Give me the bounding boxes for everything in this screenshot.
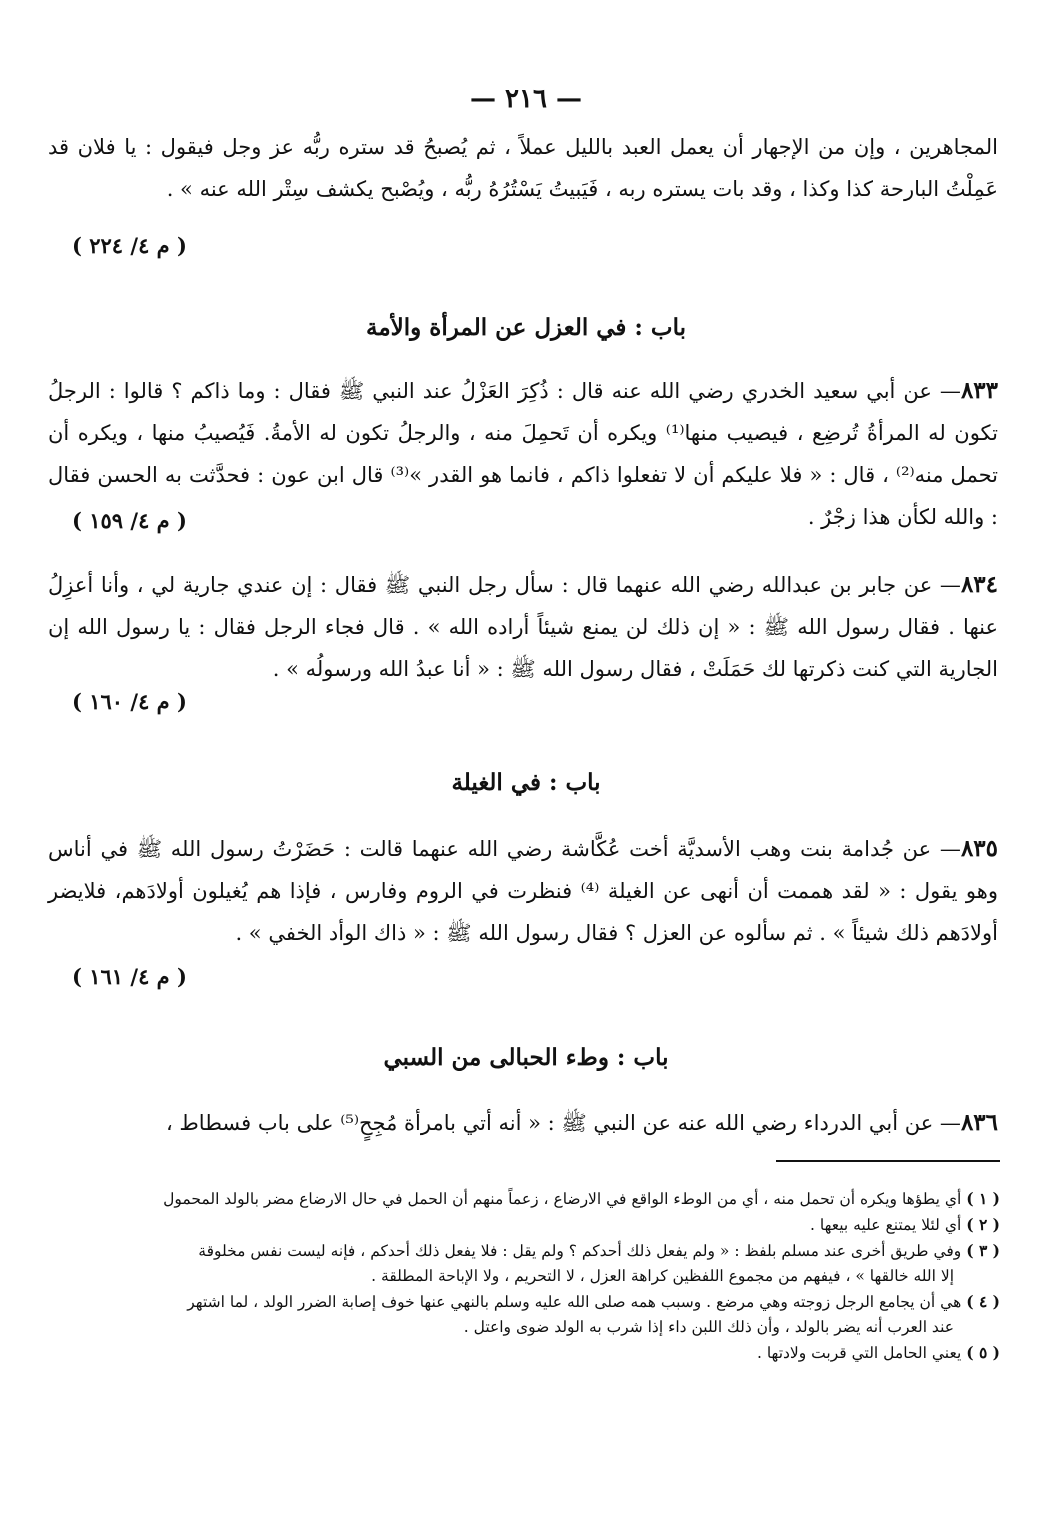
footnote-2: ( ٢ ) أي لئلا يمتنع عليه بيعها . xyxy=(810,1215,1000,1234)
hadith-number: ٨٣٦ xyxy=(960,1109,998,1136)
section-heading-ghila: باب : في الغيلة xyxy=(451,769,601,796)
footnote-divider xyxy=(776,1160,1000,1162)
hadith-835 xyxy=(48,828,998,954)
hadith-text: — عن جُدامة بنت وهب الأسديَّة أخت عُكَّاشة رضي الله عنهما قالت : حَضَرْتُ رسول الله ﷺ في أناس وهو يقول : « لقد هممت أن أنهى عن الغيلة ⁽⁴⁾ فنظرت في الروم وفارس ، فإذا هم يُغيلون أولادَهم، فلايضر أولادَهم ذلك شيئاً » . ثم سألوه عن العزل ؟ فقال رسول الله ﷺ : « ذاك الوأد الخفي » . xyxy=(48,837,998,945)
reference-citation: ( م ٤/ ١٦١ ) xyxy=(72,964,187,989)
hadith-text: — عن جابر بن عبدالله رضي الله عنهما قال : سأل رجل النبي ﷺ فقال : إن عندي جارية لي ، وأنا أعزِلُ عنها . فقال رسول الله ﷺ : « إن ذلك لن يمنع شيئاً أراده الله » . قال فجاء الرجل فقال : يا رسول الله إن الجارية التي كنت ذكرتها لك حَمَلَتْ ، فقال رسول الله ﷺ : « أنا عبدُ الله ورسولُه » . xyxy=(48,573,998,681)
reference-citation: ( م ٤/ ١٦٠ ) xyxy=(72,689,187,714)
footnote-5: ( ٥ ) يعني الحامل التي قربت ولادتها . xyxy=(756,1343,1000,1362)
continuation-paragraph xyxy=(48,126,998,210)
hadith-833 xyxy=(48,370,998,538)
footnote-3-continuation: إلا الله خالقها » ، فيفهم من مجموع اللفظين كراهة العزل ، لا التحريم ، ولا الإباحة المطلقة . xyxy=(371,1267,954,1285)
reference-citation: ( م ٤/ ١٥٩ ) xyxy=(72,508,187,533)
hadith-number: ٨٣٣ xyxy=(960,377,998,404)
section-heading-sabi: باب : وطء الحبالى من السبي xyxy=(383,1044,669,1071)
hadith-text: — عن أبي سعيد الخدري رضي الله عنه قال : ذُكِرَ العَزْلُ عند النبي ﷺ فقال : وما ذاكم ؟ قالوا : الرجلُ تكون له المرأةُ تُرضِع ، فيصيب منها⁽¹⁾ ويكره أن تَحمِلَ منه ، والرجلُ تكون له الأمةُ. فَيُصيبُ منها ، ويكره أن تحمل منه⁽²⁾ ، قال : « فلا عليكم أن لا تفعلوا ذاكم ، فانما هو القدر »⁽³⁾ قال ابن عون : فحدَّثت به الحسن فقال : والله لكأن هذا زجْرٌ . xyxy=(48,379,998,529)
footnote-4-continuation: عند العرب أنه يضر بالولد ، وأن ذلك اللبن داء إذا شرب به الولد ضوى واعتل . xyxy=(463,1318,954,1336)
hadith-834 xyxy=(48,564,998,690)
page-number: — ٢١٦ — xyxy=(469,84,583,114)
hadith-836 xyxy=(48,1102,998,1144)
section-heading-azl: باب : في العزل عن المرأة والأمة xyxy=(366,314,686,341)
paragraph-text: المجاهرين ، وإن من الإجهار أن يعمل العبد بالليل عملاً ، ثم يُصبحُ قد ستره ربُّه عز وجل فيقول : يا فلان قد عَمِلْتُ البارحة كذا وكذا ، وقد بات يستره ربه ، فَيَبيتُ يَسْتُرُهُ ربُّه ، ويُصْبح يكشف سِتْر الله عنه » . xyxy=(48,135,998,201)
footnote-3: ( ٣ ) وفي طريق أخرى عند مسلم بلفظ : « ولم يفعل ذلك أحدكم ؟ ولم يقل : فلا يفعل ذلك أحدكم ، فإنه ليست نفس مخلوقة xyxy=(198,1241,1000,1260)
footnotes xyxy=(56,1186,1000,1366)
hadith-number: ٨٣٥ xyxy=(960,835,998,862)
hadith-text: — عن أبي الدرداء رضي الله عنه عن النبي ﷺ : « أنه أتي بامرأة مُجِحٍ⁽⁵⁾ على باب فسطاط ، xyxy=(165,1111,961,1135)
footnote-4: ( ٤ ) هي أن يجامع الرجل زوجته وهي مرضع . وسبب همه صلى الله عليه وسلم بالنهي عنها خوف إصابة الضرر الولد ، لما اشتهر xyxy=(187,1292,1000,1311)
hadith-number: ٨٣٤ xyxy=(960,571,998,598)
footnote-1: ( ١ ) أي يطؤها ويكره أن تحمل منه ، أي من الوطء الواقع في الارضاع ، زعماً منهم أن الحمل في حال الارضاع مضر بالولد المحمول xyxy=(163,1189,1000,1208)
reference-citation: ( م ٤/ ٢٢٤ ) xyxy=(72,233,187,258)
